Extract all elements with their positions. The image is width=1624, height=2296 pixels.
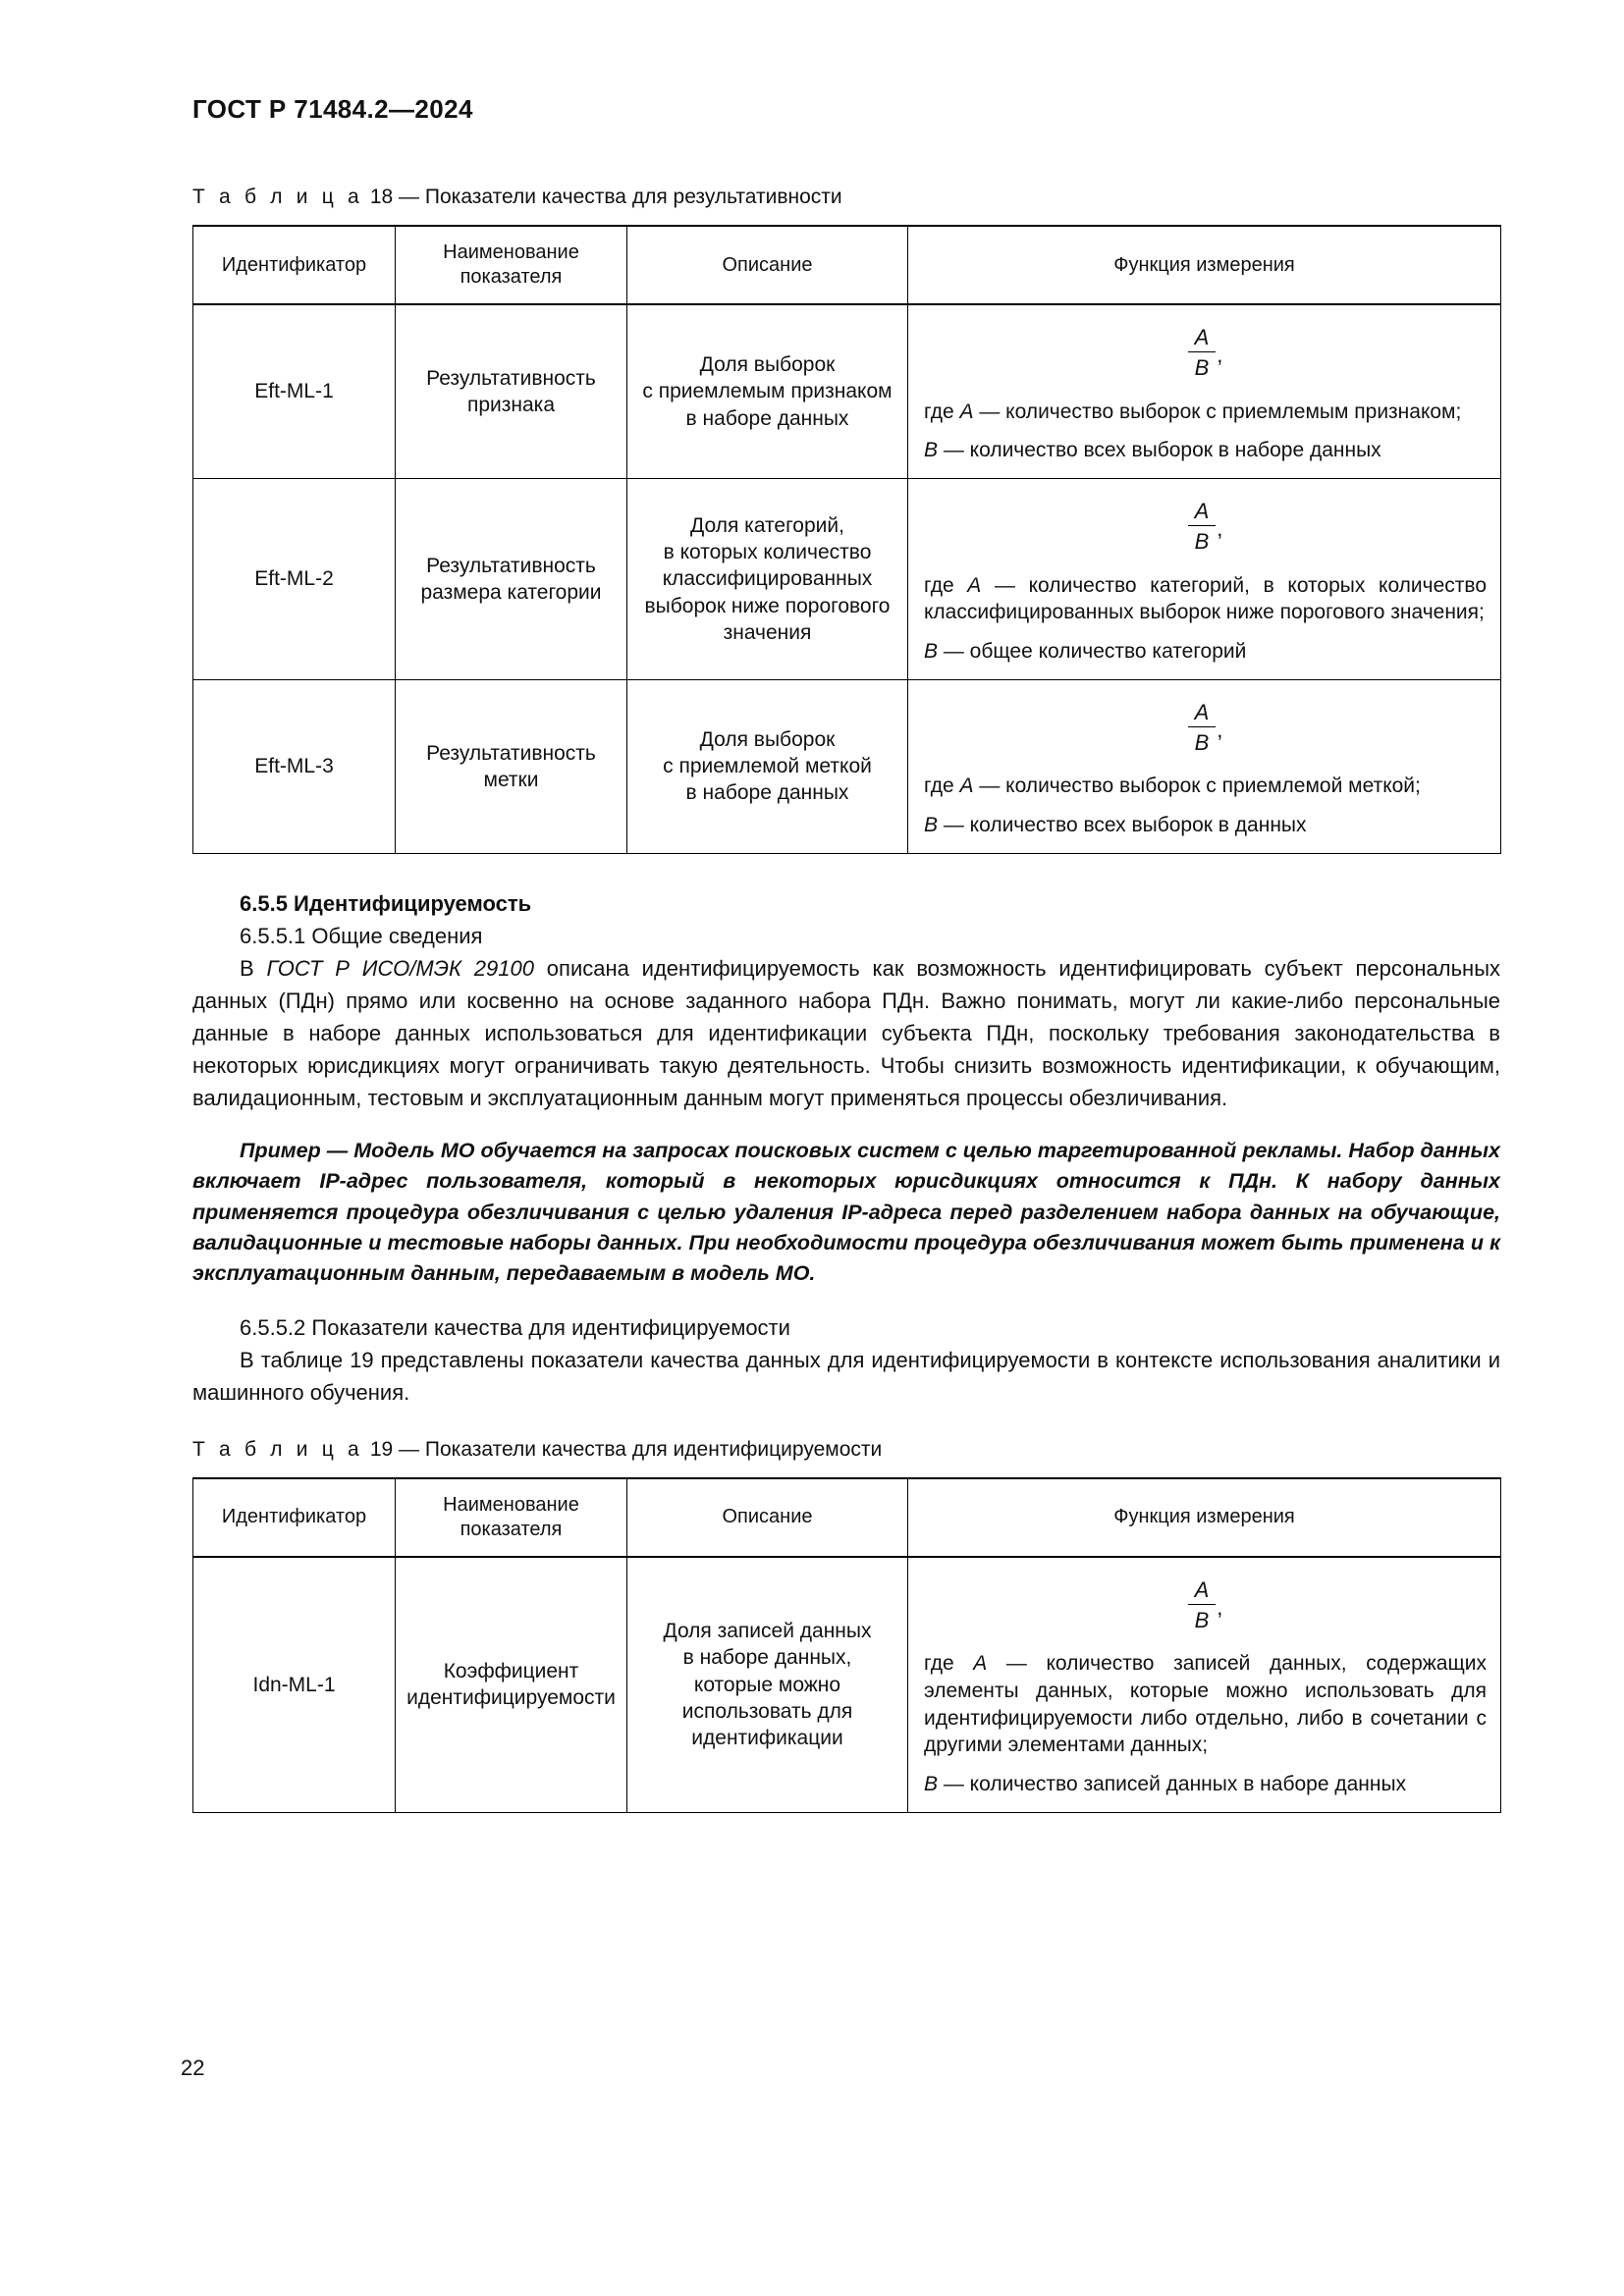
fraction-bar — [1188, 351, 1217, 352]
table-18-row2-desc-line5: значения — [723, 620, 812, 644]
table-19-caption-number: 19 — [369, 1437, 394, 1461]
fraction-comma: , — [1217, 717, 1223, 742]
table-18 — [192, 225, 1501, 854]
table-row — [193, 679, 1501, 853]
table-18-row2-desc-line2: в которых количество — [663, 540, 872, 563]
table-row — [193, 479, 1501, 680]
table-18-row3-name — [396, 679, 627, 853]
table-19-caption-dash: — — [399, 1437, 420, 1461]
fraction-denominator: B — [1194, 529, 1210, 555]
table-18-row2-desc-line1: Доля категорий, — [690, 513, 844, 537]
table-18-row2-name-line1: Результативность — [426, 554, 596, 577]
table-19-row1-desc-line1: Доля записей данных — [663, 1620, 872, 1643]
section-subheading-6-5-5-2: 6.5.5.2 Показатели качества для идентифицируемости — [240, 1314, 790, 1340]
running-head-standard-code: ГОСТ Р 71484.2—2024 — [192, 94, 473, 124]
fraction-denominator: B — [1194, 1607, 1210, 1632]
fraction-bar — [1188, 525, 1217, 526]
paragraph-rest: описана идентифицируемость как возможность идентифицировать субъект персональных данных (ПДн) прямо или косвенно на основе заданного набора ПДн. Важно понимать, могут ли какие-либо персональные данные в наборе данных использоваться для идентификации субъекта ПДн, поскольку требования законодательства в некоторых юрисдикциях могут ограничивать такую деятельность. Чтобы снизить возможность идентификации, к обучающим, валидационным, тестовым и эксплуатационным данным могут применяться процессы обезличивания. — [192, 955, 1501, 1110]
fraction-formula — [924, 499, 1487, 555]
table-18-row3-where-b: B — количество всех выборок в данных — [924, 814, 1307, 837]
table-18-row1-desc-line2: с приемлемым признаком — [642, 380, 893, 403]
table-18-row1-name-line1: Результативность — [426, 366, 596, 390]
table-19-col-name — [396, 1478, 627, 1557]
table-19-caption — [192, 1438, 1500, 1462]
table-18-col-function: Функция измерения — [908, 226, 1501, 304]
fraction-formula — [924, 1577, 1487, 1633]
fraction-denominator: B — [1194, 355, 1210, 381]
table-18-row2-name — [396, 479, 627, 680]
table-19-row1-desc-line5: идентификации — [691, 1727, 843, 1750]
example-paragraph: Пример — Модель МО обучается на запросах поисковых систем с целью таргетированной рекламы. Набор данных включает IP-адрес пользователя, который в некоторых юрисдикциях относится к ПДн. К набору данных применяется процедура обезличивания с целью удаления IP-адреса перед разделением набора данных на обучающие, валидационные и тестовые наборы данных. При необходимости процедура обезличивания может быть применена и к эксплуатационным данным, передаваемым в модель МО. — [192, 1138, 1500, 1286]
table-18-caption-label: Т а б л и ц а — [192, 186, 363, 208]
table-row — [193, 1557, 1501, 1813]
table-18-row1-name-line2: признака — [466, 394, 555, 417]
table-19 — [192, 1477, 1501, 1813]
table-18-row2-id: Eft-ML-2 — [193, 479, 396, 680]
table-18-col-name — [396, 226, 627, 304]
table-18-row2-desc-line3: классифицированных — [662, 567, 873, 591]
table-19-row1-where-b: B — количество записей данных в наборе данных — [924, 1773, 1407, 1796]
table-19-col-description: Описание — [627, 1478, 908, 1557]
table-18-col-name-line2: показателя — [460, 266, 563, 288]
fraction-numerator: A — [1194, 325, 1210, 349]
table-19-col-name-line2: показателя — [460, 1518, 563, 1540]
table-19-row1-name-line1: Коэффициент — [443, 1659, 579, 1682]
table-18-row2-name-line2: размера категории — [420, 580, 602, 604]
table-19-row1-name — [396, 1557, 627, 1813]
table-18-caption — [192, 186, 1500, 209]
page-number: 22 — [181, 2056, 205, 2080]
section-subheading-6-5-5-1: 6.5.5.1 Общие сведения — [240, 923, 483, 948]
fraction-comma: , — [1217, 516, 1223, 542]
table-19-caption-label: Т а б л и ц а — [192, 1437, 363, 1461]
paragraph-standard-reference: ГОСТ Р ИСО/МЭК 29100 — [266, 955, 534, 981]
table-18-row2-description — [627, 479, 908, 680]
table-19-row1-desc-line4: использовать для — [681, 1699, 853, 1723]
table-18-row3-desc-line3: в наборе данных — [685, 781, 849, 805]
table-18-row1-name — [396, 304, 627, 479]
table-19-row1-where-a: где A — количество записей данных, содержащих элементы данных, которые можно использовать для идентифицируемости либо отдельно, либо в сочетании с другими элементами данных; — [924, 1652, 1487, 1757]
table-18-col-identifier: Идентификатор — [193, 226, 396, 304]
table-18-row1-where-a: где A — количество выборок с приемлемым признаком; — [924, 400, 1462, 423]
table-19-col-name-line1: Наименование — [443, 1493, 579, 1516]
table-19-row1-desc-line3: которые можно — [693, 1673, 841, 1696]
table-19-caption-text: Показатели качества для идентифицируемости — [424, 1437, 883, 1461]
fraction-comma: , — [1217, 1594, 1223, 1620]
table-18-row2-where-a: где A — количество категорий, в которых количество классифицированных выборок ниже порогового значения; — [924, 573, 1487, 624]
table-18-col-description: Описание — [627, 226, 908, 304]
table-18-row3-where-a: где A — количество выборок с приемлемой меткой; — [924, 774, 1421, 798]
section-heading-6-5-5: 6.5.5 Идентифицируемость — [240, 890, 532, 916]
table-18-row2-desc-line4: выборок ниже порогового — [644, 594, 891, 617]
fraction-numerator: A — [1194, 499, 1210, 524]
fraction-bar — [1188, 1604, 1217, 1605]
fraction-numerator: A — [1194, 1576, 1210, 1602]
table-19-row1-desc-line2: в наборе данных, — [682, 1646, 852, 1670]
section-paragraph-general — [192, 952, 1500, 1114]
table-row — [193, 304, 1501, 479]
table-19-col-function: Функция измерения — [908, 1478, 1501, 1557]
table-18-caption-dash: — — [399, 186, 420, 208]
fraction-numerator: A — [1194, 699, 1210, 724]
table-18-row3-desc-line1: Доля выборок — [699, 727, 836, 751]
table-19-col-identifier: Идентификатор — [193, 1478, 396, 1557]
paragraph-lead: В — [240, 955, 267, 981]
table-18-col-name-line1: Наименование — [443, 241, 579, 263]
table-18-row3-name-line1: Результативность — [426, 741, 596, 765]
table-18-header-row — [193, 226, 1501, 304]
table-18-row1-function — [908, 304, 1501, 479]
fraction-formula — [924, 325, 1487, 381]
table-19-row1-id: Idn-ML-1 — [193, 1557, 396, 1813]
table-19-row1-description — [627, 1557, 908, 1813]
fraction-denominator: B — [1194, 730, 1210, 756]
table-19-row1-function — [908, 1557, 1501, 1813]
section-paragraph-table-intro: В таблице 19 представлены показатели качества данных для идентифицируемости в контексте использования аналитики и машинного обучения. — [192, 1347, 1500, 1405]
page-content — [192, 94, 1500, 1813]
table-18-row2-where-b: B — общее количество категорий — [924, 640, 1247, 664]
table-18-caption-number: 18 — [369, 186, 394, 208]
table-19-row1-name-line2: идентифицируемости — [406, 1686, 616, 1710]
table-18-row3-desc-line2: с приемлемой меткой — [663, 755, 872, 778]
table-18-row3-function — [908, 679, 1501, 853]
table-18-row3-description — [627, 679, 908, 853]
table-18-row3-name-line2: метки — [483, 768, 539, 791]
table-19-header-row — [193, 1478, 1501, 1557]
fraction-comma: , — [1217, 343, 1223, 367]
fraction-formula — [924, 700, 1487, 756]
table-18-row1-desc-line3: в наборе данных — [685, 406, 849, 430]
table-18-caption-text: Показатели качества для результативности — [424, 186, 842, 208]
table-18-row1-id: Eft-ML-1 — [193, 304, 396, 479]
table-18-row1-where-b: B — количество всех выборок в наборе данных — [924, 439, 1381, 462]
fraction-bar — [1188, 726, 1217, 727]
table-18-row1-description — [627, 304, 908, 479]
table-18-row3-id: Eft-ML-3 — [193, 679, 396, 853]
table-18-row1-desc-line1: Доля выборок — [699, 353, 836, 377]
table-18-row2-function — [908, 479, 1501, 680]
